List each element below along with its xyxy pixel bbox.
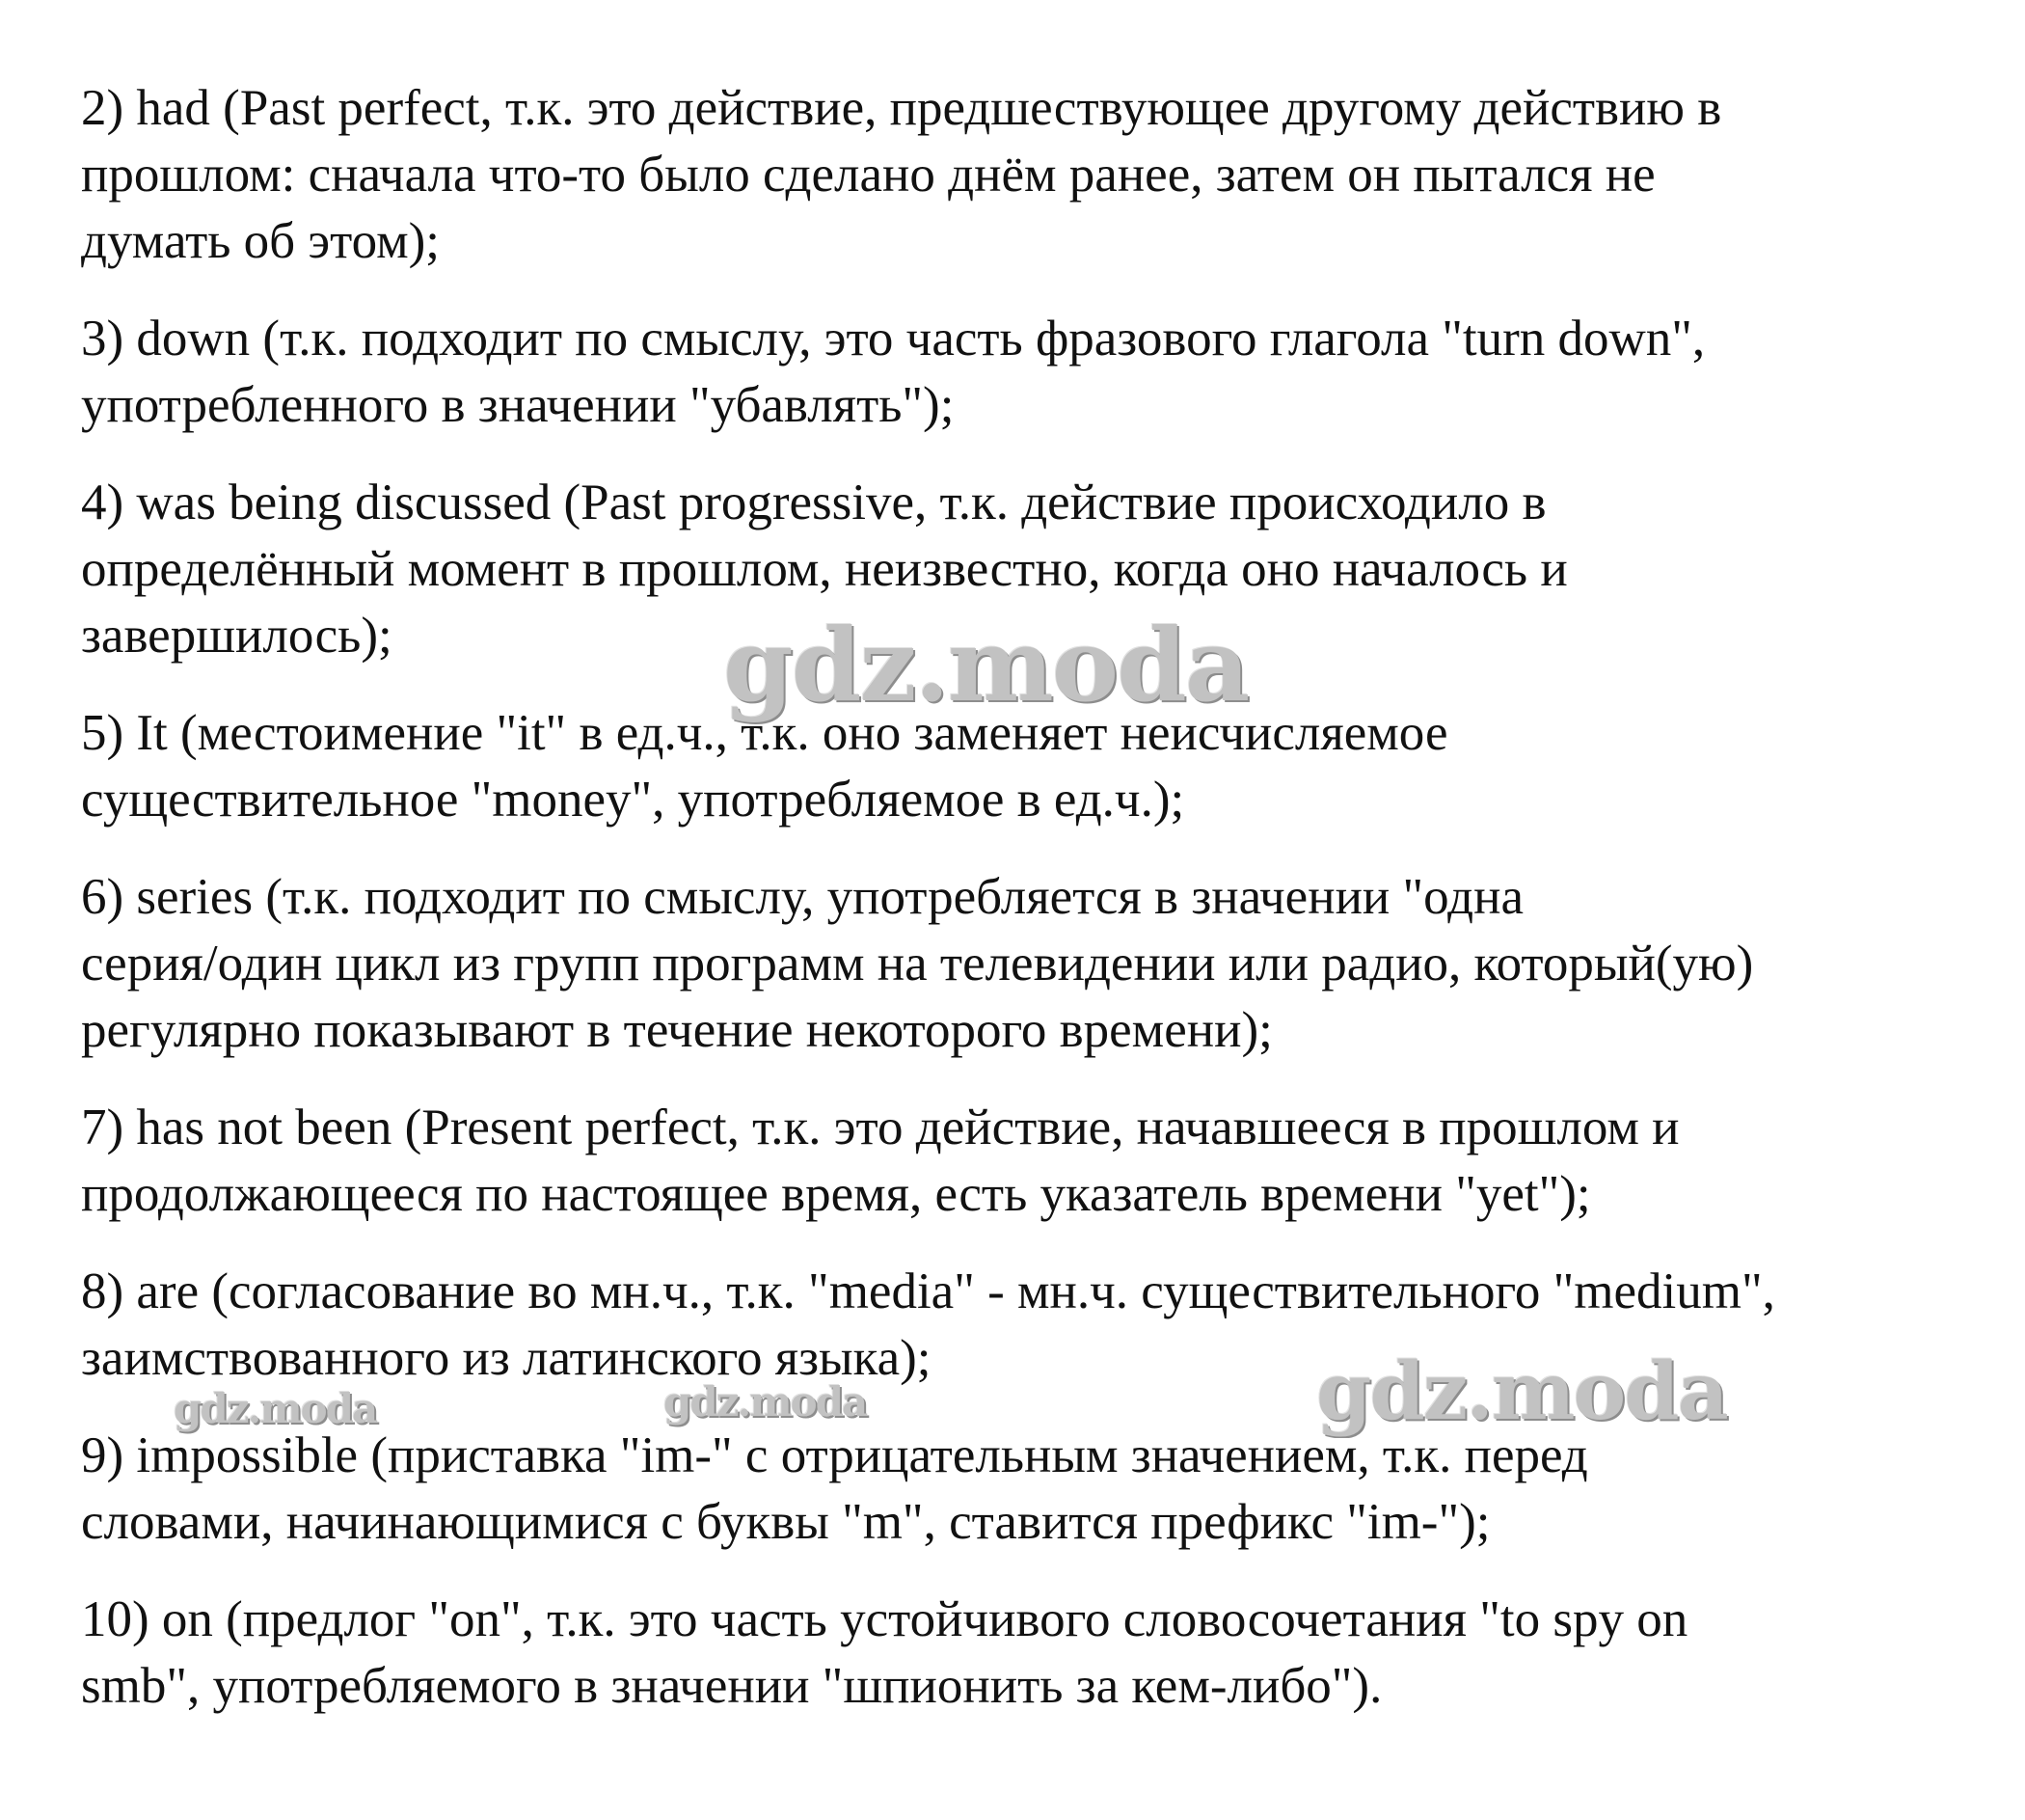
answer-item-8: 8) are (согласование во мн.ч., т.к. "media" - мн.ч. существительного "medium", заимствованного из латинского языка); [81,1263,1775,1386]
answer-item-2: 2) had (Past perfect, т.к. это действие, предшествующее другому действию в прошлом: сначала что-то было сделано днём ранее, затем он пытался не думать об этом); [81,80,1722,269]
answer-item-3: 3) down (т.к. подходит по смыслу, это часть фразового глагола "turn down", употребленного в значении "убавлять"); [81,311,1706,433]
answer-item-4: 4) was being discussed (Past progressive, т.к. действие происходило в определённый момент в прошлом, неизвестно, когда оно началось и завершилось); [81,475,1568,664]
answer-item-9: 9) impossible (приставка "im-" с отрицательным значением, т.к. перед словами, начинающимися с буквы "m", ставится префикс "im-"); [81,1427,1588,1550]
watermark-logo: gdz.moda [174,1385,377,1432]
answer-item-7: 7) has not been (Present perfect, т.к. это действие, начавшееся в прошлом и продолжающееся по настоящее время, есть указатель времени "yet"); [81,1100,1680,1222]
watermark-logo: gdz.moda [1316,1345,1727,1438]
answer-list [81,75,1971,1751]
answer-item-5: 5) It (местоимение "it" в ед.ч., т.к. оно заменяет неисчисляемое существительное "money", употребляемое в ед.ч.); [81,705,1448,828]
watermark-logo: gdz.moda [723,606,1249,724]
watermark-logo: gdz.moda [663,1378,867,1426]
answer-item-10: 10) on (предлог "on", т.к. это часть устойчивого словосочетания "to spy on smb", употребляемого в значении "шпионить за кем-либо"). [81,1591,1688,1714]
answer-item-6: 6) series (т.к. подходит по смыслу, употребляется в значении "одна серия/один цикл из групп программ на телевидении или радио, который(ую) регулярно показывают в течение некоторого времени); [81,869,1754,1058]
